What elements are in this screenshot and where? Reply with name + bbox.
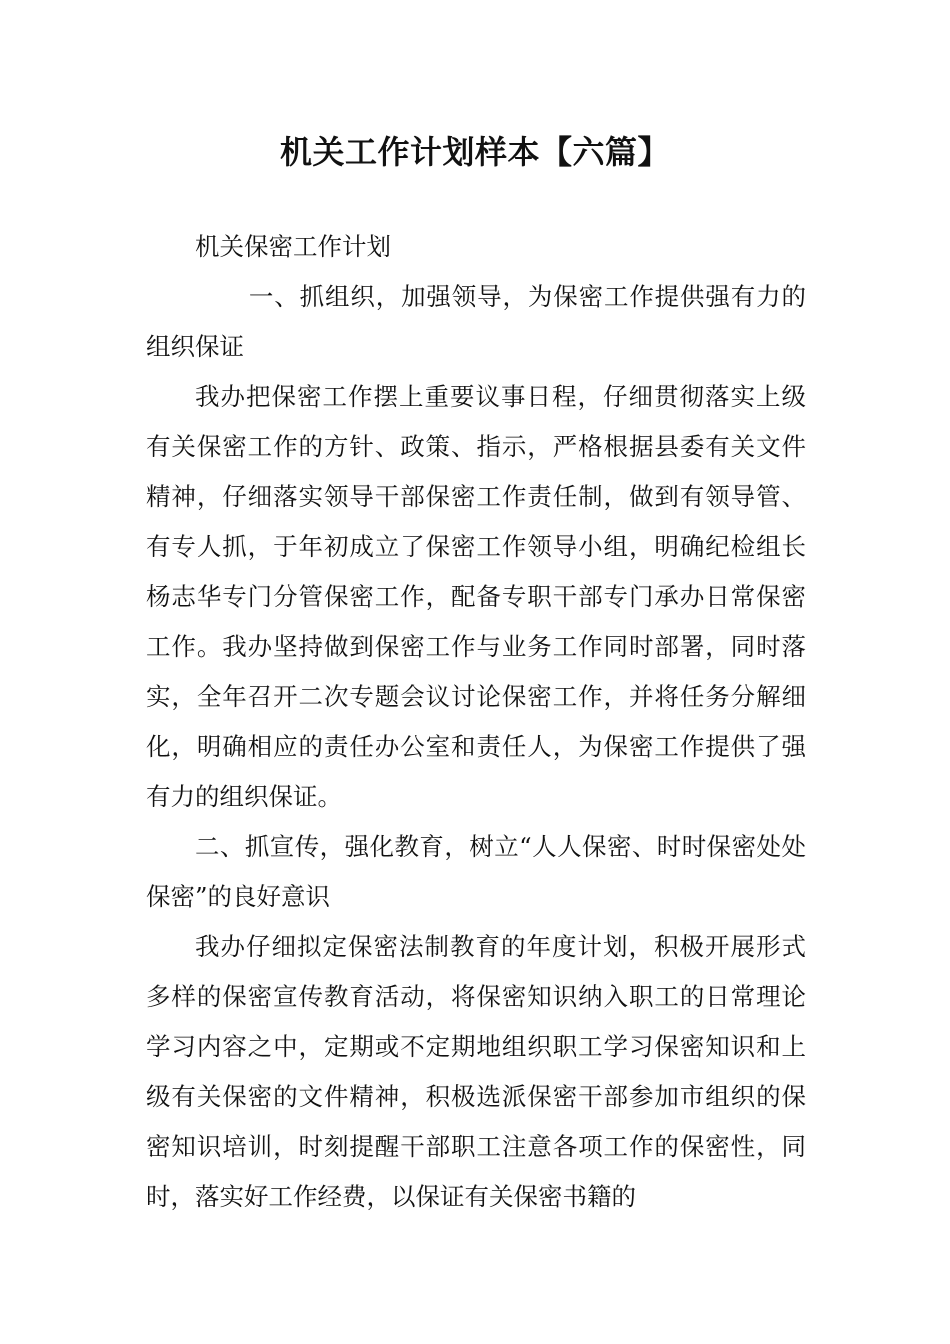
document-body bbox=[146, 222, 806, 1222]
section-heading-1: 一、抓组织，加强领导，为保密工作提供强有力的组织保证 bbox=[146, 282, 806, 361]
body-paragraph-1: 我办把保密工作摆上重要议事日程，仔细贯彻落实上级有关保密工作的方针、政策、指示，严格根据县委有关文件精神，仔细落实领导干部保密工作责任制，做到有领导管、有专人抓，于年初成立了保密工作领导小组，明确纪检组长杨志华专门分管保密工作，配备专职干部专门承办日常保密工作。我办坚持做到保密工作与业务工作同时部署，同时落实，全年召开二次专题会议讨论保密工作，并将任务分解细化，明确相应的责任办公室和责任人，为保密工作提供了强有力的组织保证。 bbox=[146, 382, 806, 811]
plan-heading: 机关保密工作计划 bbox=[195, 232, 391, 261]
body-paragraph-2: 我办仔细拟定保密法制教育的年度计划，积极开展形式多样的保密宣传教育活动，将保密知识纳入职工的日常理论学习内容之中，定期或不定期地组织职工学习保密知识和上级有关保密的文件精神，积极选派保密干部参加市组织的保密知识培训，时刻提醒干部职工注意各项工作的保密性，同时，落实好工作经费，以保证有关保密书籍的 bbox=[146, 932, 806, 1211]
document-title: 机关工作计划样本【六篇】 bbox=[279, 133, 670, 171]
section-heading-2: 二、抓宣传，强化教育，树立“人人保密、时时保密处处保密”的良好意识 bbox=[146, 832, 806, 911]
